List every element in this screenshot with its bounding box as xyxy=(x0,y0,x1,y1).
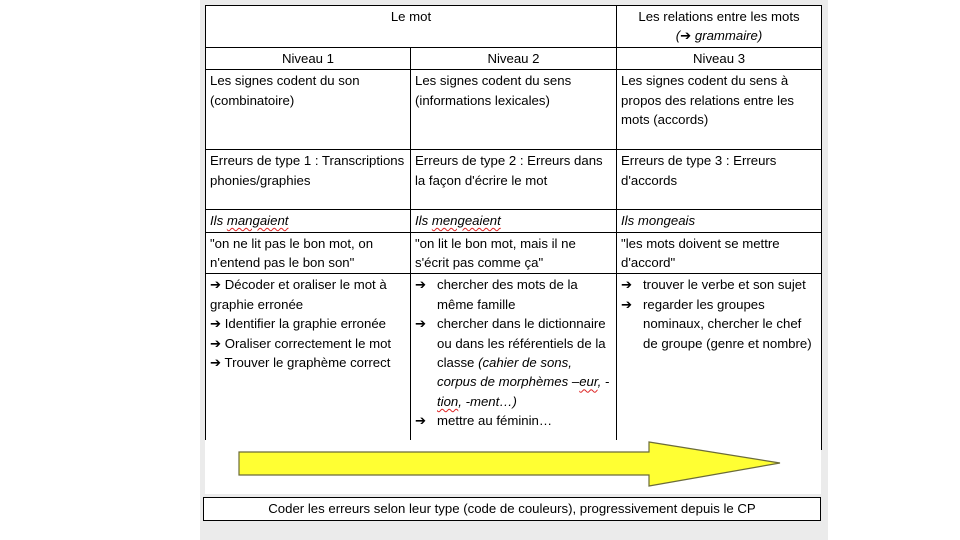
summary-caption: Coder les erreurs selon leur type (code de couleurs), progressivement depuis le CP xyxy=(203,497,821,521)
relations-title: Les relations entre les mots xyxy=(638,9,800,24)
erreurs-level-1: Erreurs de type 1 : Transcriptions phonies/graphies xyxy=(206,150,411,210)
arrow-icon: ➔ xyxy=(415,316,427,332)
arrow-icon: ➔ xyxy=(621,296,633,312)
erreurs-level-3: Erreurs de type 3 : Erreurs d'accords xyxy=(617,150,822,210)
quote-level-2: "on lit le bon mot, mais il ne s'écrit pas comme ça" xyxy=(411,232,617,274)
arrow-icon: ➔ xyxy=(415,277,427,293)
list-item: ➔ Trouver le graphème correct xyxy=(210,355,391,371)
signes-level-2: Les signes codent du sens (informations lexicales) xyxy=(411,70,617,150)
arrow-icon: ➔ xyxy=(680,28,692,44)
progress-arrow-shape xyxy=(239,442,780,486)
header-relations xyxy=(617,6,822,48)
list-item: ➔ Décoder et oraliser le mot à graphie erronée xyxy=(210,277,387,312)
strategies-level-3 xyxy=(617,274,822,450)
list-item: ➔ trouver le verbe et son sujet xyxy=(621,275,817,294)
example-level-3: Ils mongeais xyxy=(617,210,822,232)
relations-subtitle: (➔ grammaire) xyxy=(675,28,763,44)
arrow-icon: ➔ xyxy=(210,316,222,332)
progress-arrow-area xyxy=(205,440,821,494)
level-3-heading: Niveau 3 xyxy=(617,47,822,69)
example-level-2: Ils mengeaient xyxy=(411,210,617,232)
slide-footer-band xyxy=(200,527,828,540)
quote-level-3: "les mots doivent se mettre d'accord" xyxy=(617,232,822,274)
error-typology-table xyxy=(205,5,822,450)
header-le-mot: Le mot xyxy=(206,6,617,48)
arrow-icon: ➔ xyxy=(210,355,222,371)
example-level-1: Ils mangaient xyxy=(206,210,411,232)
level-2-heading: Niveau 2 xyxy=(411,47,617,69)
signes-level-1: Les signes codent du son (combinatoire) xyxy=(206,70,411,150)
strategies-level-2 xyxy=(411,274,617,450)
quote-level-1: "on ne lit pas le bon mot, on n'entend pas le bon son" xyxy=(206,232,411,274)
list-item: ➔ Oraliser correctement le mot xyxy=(210,335,392,351)
arrow-icon: ➔ xyxy=(210,335,222,351)
arrow-icon: ➔ xyxy=(621,277,633,293)
list-item: ➔ mettre au féminin… xyxy=(415,411,612,430)
erreurs-level-2: Erreurs de type 2 : Erreurs dans la façon d'écrire le mot xyxy=(411,150,617,210)
level-1-heading: Niveau 1 xyxy=(206,47,411,69)
list-item: ➔ chercher des mots de la même famille xyxy=(415,277,578,312)
strategies-level-1 xyxy=(206,274,411,450)
signes-level-3: Les signes codent du sens à propos des relations entre les mots (accords) xyxy=(617,70,822,150)
list-item: ➔ regarder les groupes nominaux, chercher le chef de groupe (genre et nombre) xyxy=(621,296,812,351)
progress-arrow-icon xyxy=(205,440,821,494)
arrow-icon: ➔ xyxy=(415,413,427,429)
list-item: ➔ chercher dans le dictionnaire ou dans les référentiels de la classe (cahier de sons, corpus de morphèmes –eur, -tion, -ment…) xyxy=(415,316,610,409)
arrow-icon: ➔ xyxy=(210,277,222,293)
list-item: ➔ Identifier la graphie erronée xyxy=(210,316,387,332)
